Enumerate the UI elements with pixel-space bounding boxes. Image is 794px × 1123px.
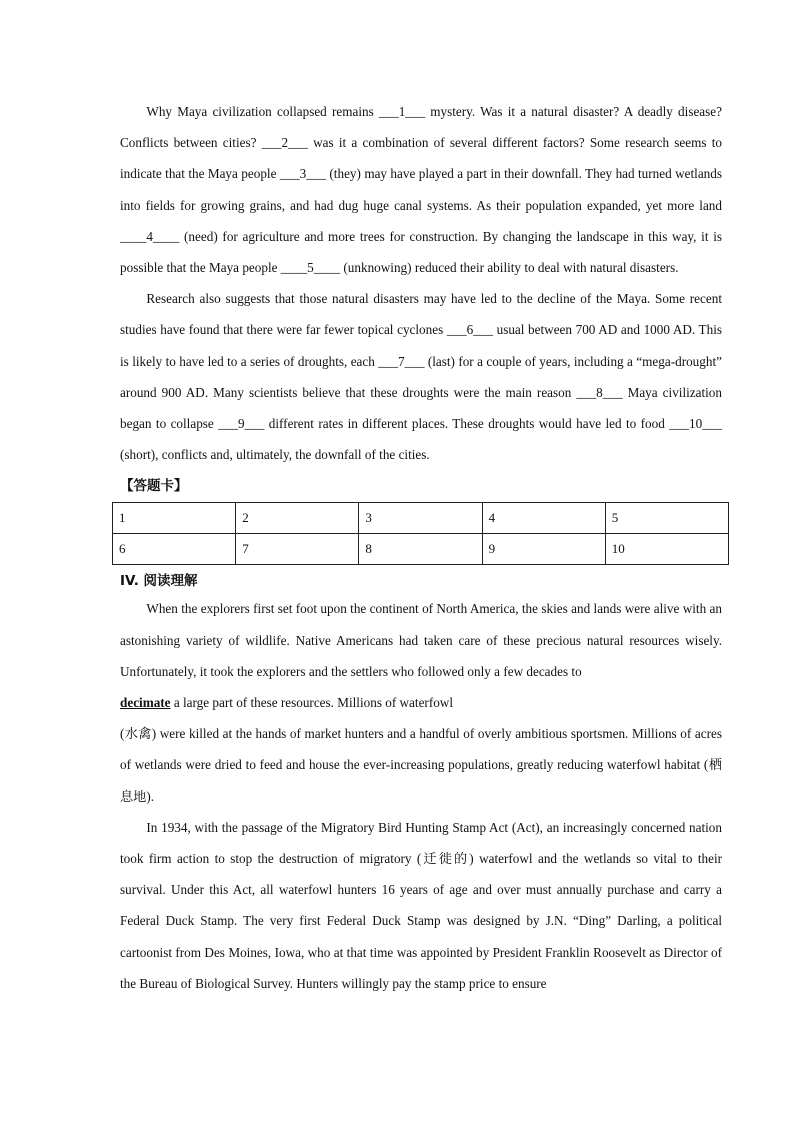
document-page [120,96,722,999]
vocabulary-word: decimate [120,695,171,711]
answer-cell[interactable]: 1 [113,503,236,534]
answer-cell[interactable]: 2 [236,503,359,534]
reading-paragraph-1-text: When the explorers first set foot upon the continent of North America, the skies and lands were alive with an astonishing variety of wildlife. Native Americans had taken care of these precious natural resources wisely. Unfortunately, it took the explorers and the settlers who followed only a few decades to [120,601,722,679]
answer-cell[interactable]: 10 [605,534,728,565]
passage-paragraph-1: Why Maya civilization collapsed remains ___1___ mystery. Was it a natural disaster? A deadly disease? Conflicts between cities? ___2___ was it a combination of several different factors? Some research seems to indicate that the Maya people ___3___ (they) may have played a part in their downfall. They had turned wetlands into fields for growing grains, and had dug huge canal systems. As their population expanded, yet more land ____4____ (need) for agriculture and more trees for construction. By changing the landscape in this way, it is possible that the Maya people ____5____ (unknowing) reduced their ability to deal with natural disasters. [120,104,722,276]
answer-cell[interactable]: 6 [113,534,236,565]
answer-cell[interactable]: 4 [482,503,605,534]
answer-card-row [113,534,729,565]
answer-cell[interactable]: 3 [359,503,482,534]
answer-card-row [113,503,729,534]
reading-paragraph-1-tail: a large part of these resources. Millions of waterfowl [173,695,453,711]
reading-paragraph-1-continued: (水禽) were killed at the hands of market hunters and a handful of overly ambitious sportsmen. Millions of acres of wetlands were dried to feed and house the ever-increasing populations, greatly reducing waterfowl habitat (栖息地). [120,726,722,804]
section-title: IV. 阅读理解 [120,573,198,590]
reading-paragraph-1 [120,593,722,718]
answer-cell[interactable]: 5 [605,503,728,534]
answer-cell[interactable]: 7 [236,534,359,565]
answer-card-label: 【答题卡】 [120,478,188,495]
answer-cell[interactable]: 8 [359,534,482,565]
answer-cell[interactable]: 9 [482,534,605,565]
passage-paragraph-2: Research also suggests that those natural disasters may have led to the decline of the Maya. Some recent studies have found that there were far fewer topical cyclones ___6___ usual between 700 AD and 1000 AD. This is likely to have led to a series of droughts, each ___7___ (last) for a couple of years, including a “mega-drought” around 900 AD. Many scientists believe that these droughts were the main reason ___8___ Maya civilization began to collapse ___9___ different rates in different places. These droughts would have led to food ___10___ (short), conflicts and, ultimately, the downfall of the cities. [120,291,722,463]
answer-card-table [112,502,729,565]
reading-paragraph-2: In 1934, with the passage of the Migratory Bird Hunting Stamp Act (Act), an increasingly concerned nation took firm action to stop the destruction of migratory (迁徙的) waterfowl and the wetlands so vital to their survival. Under this Act, all waterfowl hunters 16 years of age and over must annually purchase and carry a Federal Duck Stamp. The very first Federal Duck Stamp was designed by J.N. “Ding” Darling, a political cartoonist from Des Moines, Iowa, who at that time was appointed by President Franklin Roosevelt as Director of the Bureau of Biological Survey. Hunters willingly pay the stamp price to ensure [120,819,722,991]
